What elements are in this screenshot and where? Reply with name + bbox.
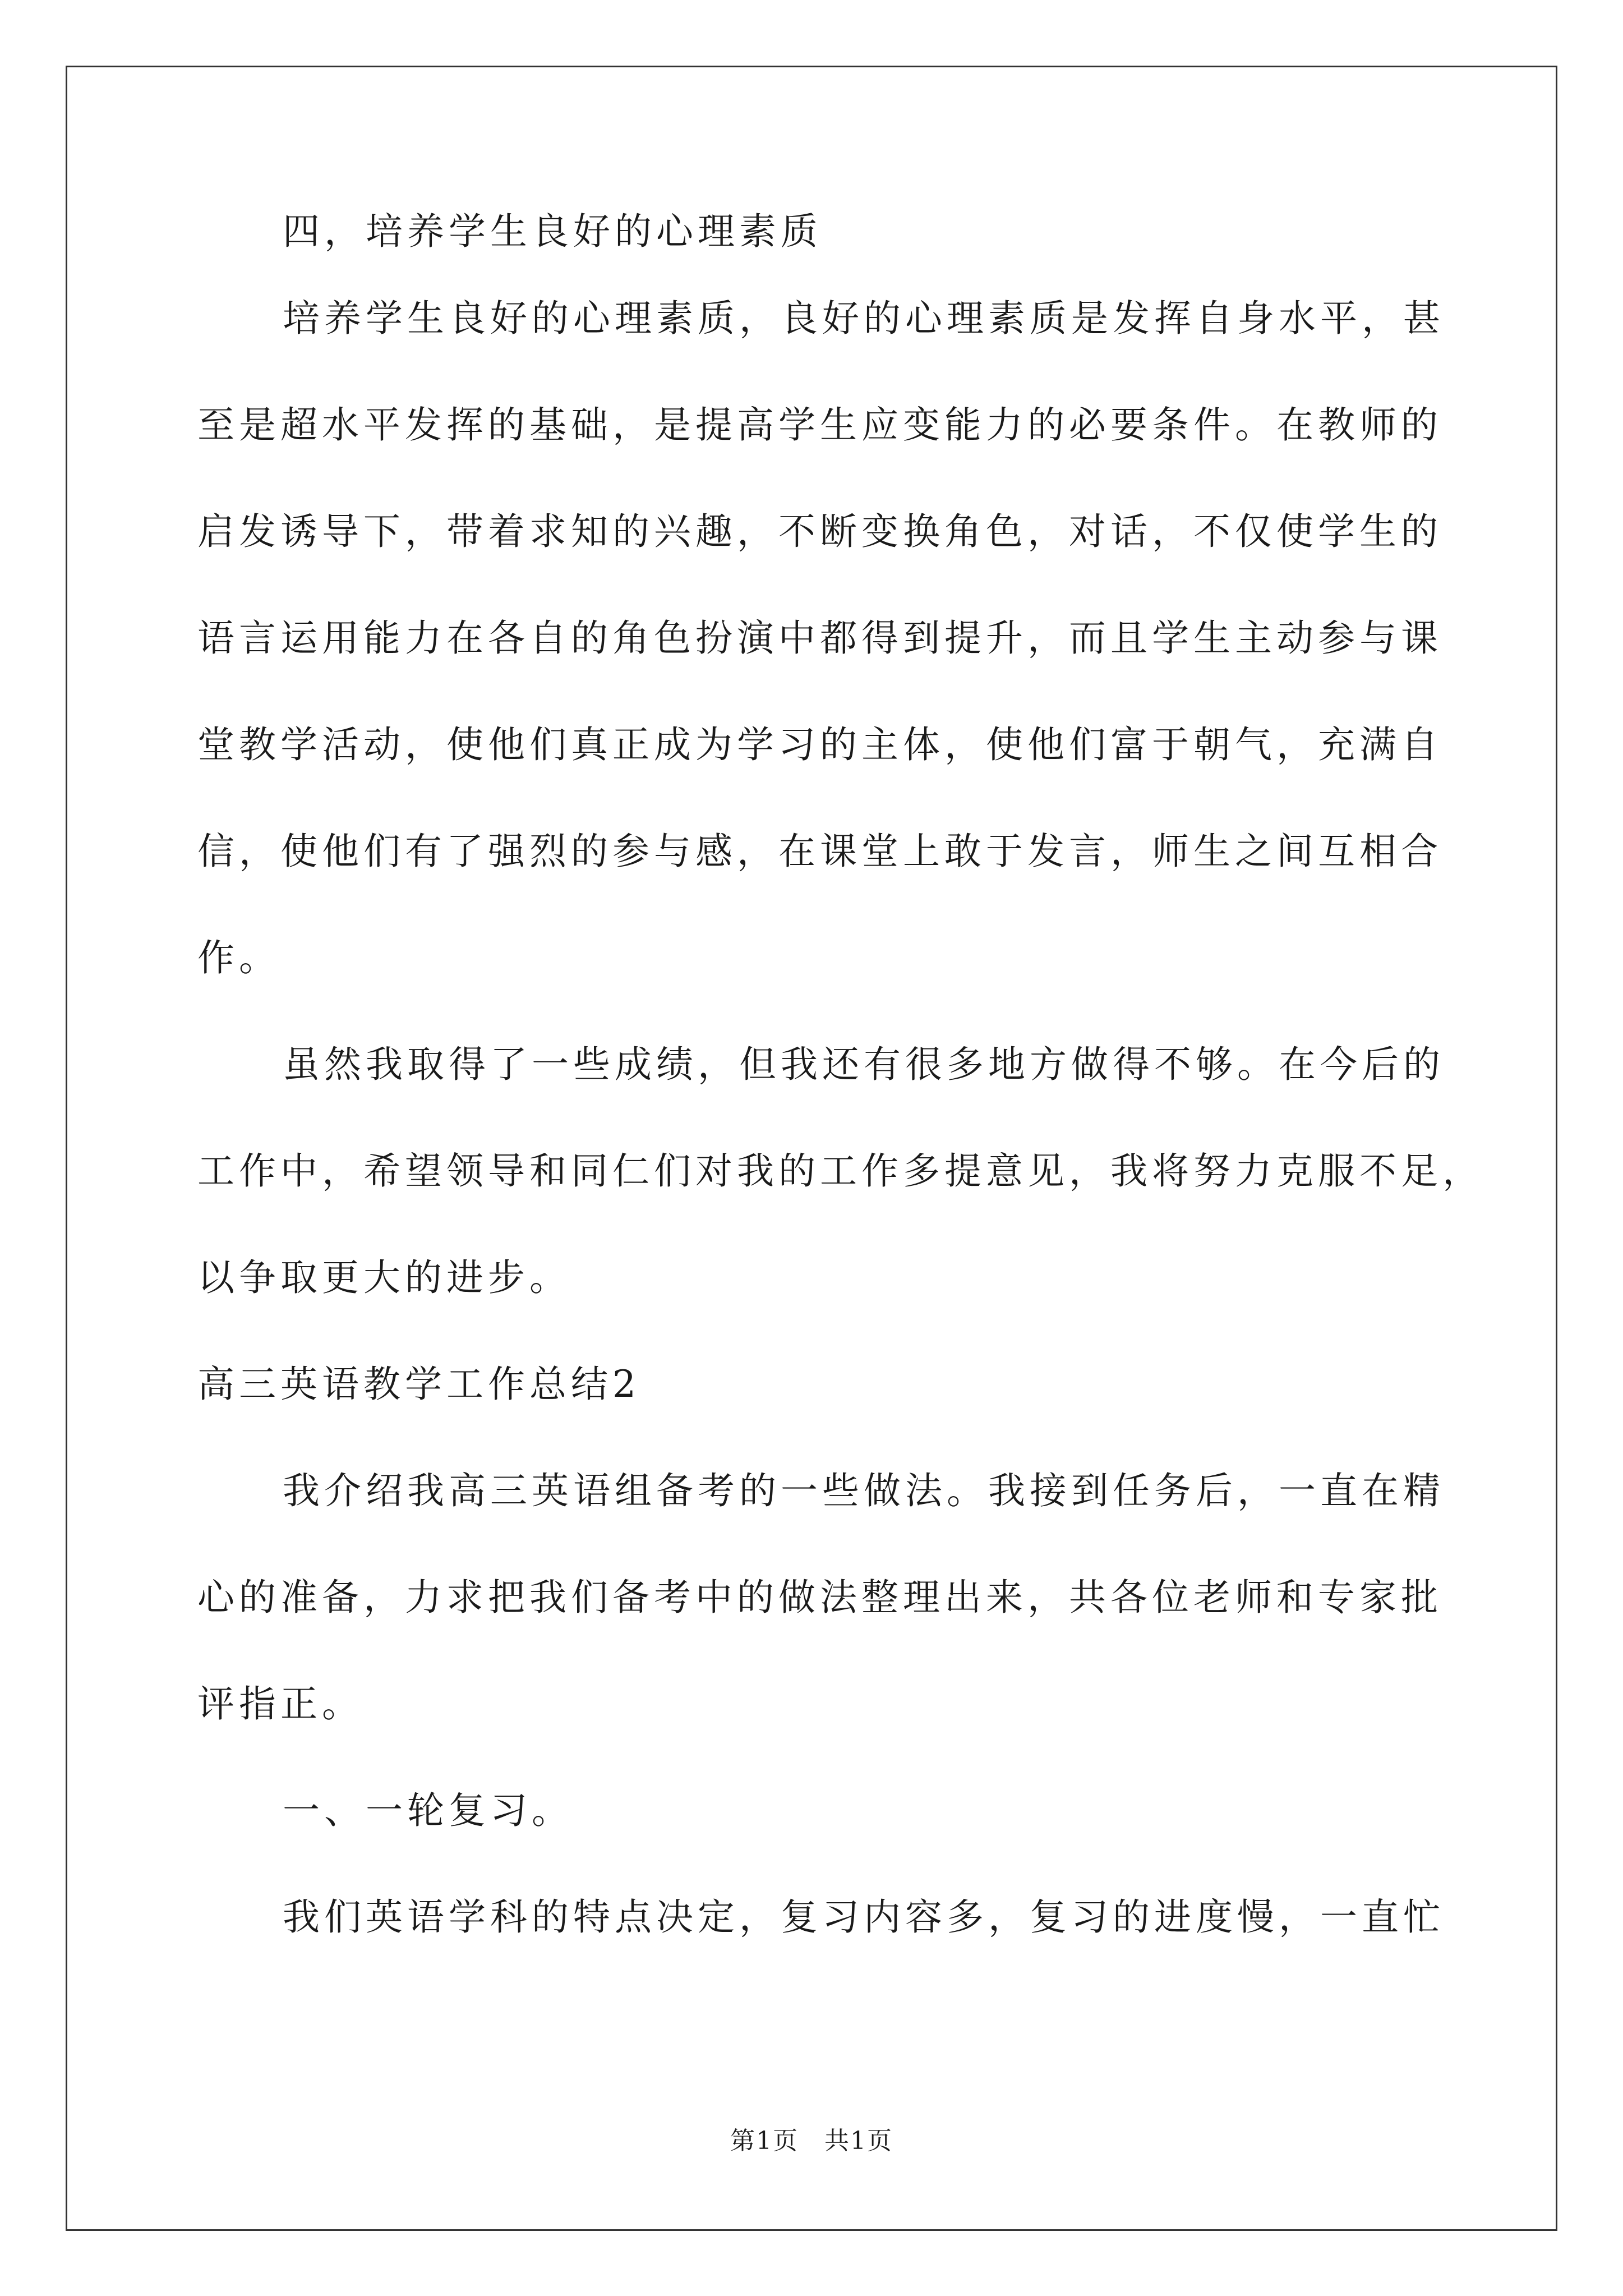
- paragraph-line: 信，使他们有了强烈的参与感，在课堂上敢于发言，师生之间互相合: [197, 830, 1442, 873]
- page-number: 第1页 共1页: [730, 2127, 893, 2155]
- paragraph-line: 我介绍我高三英语组备考的一些做法。我接到任务后，一直在精: [283, 1469, 1445, 1512]
- paragraph-line: 虽然我取得了一些成绩，但我还有很多地方做得不够。在今后的: [283, 1043, 1445, 1086]
- document-title: 高三英语教学工作总结2: [197, 1363, 640, 1406]
- paragraph-line: 启发诱导下，带着求知的兴趣，不断变换角色，对话，不仅使学生的: [197, 510, 1442, 553]
- paragraph-line: 至是超水平发挥的基础，是提高学生应变能力的必要条件。在教师的: [197, 403, 1442, 447]
- paragraph-line: 作。: [197, 936, 280, 979]
- section-heading: 一、一轮复习。: [283, 1789, 573, 1832]
- paragraph-line: 培养学生良好的心理素质，良好的心理素质是发挥自身水平，甚: [283, 297, 1445, 340]
- paragraph-line: 工作中，希望领导和同仁们对我的工作多提意见，我将努力克服不足，: [197, 1149, 1484, 1193]
- section-heading: 四，培养学生良好的心理素质: [283, 210, 822, 253]
- paragraph-line: 堂教学活动，使他们真正成为学习的主体，使他们富于朝气，充满自: [197, 723, 1442, 766]
- paragraph-line: 语言运用能力在各自的角色扮演中都得到提升，而且学生主动参与课: [197, 616, 1442, 660]
- paragraph-line: 心的准备，力求把我们备考中的做法整理出来，共各位老师和专家批: [197, 1576, 1442, 1619]
- paragraph-line: 以争取更大的进步。: [197, 1256, 571, 1299]
- paragraph-line: 评指正。: [197, 1682, 363, 1726]
- paragraph-line: 我们英语学科的特点决定，复习内容多，复习的进度慢，一直忙: [283, 1895, 1445, 1939]
